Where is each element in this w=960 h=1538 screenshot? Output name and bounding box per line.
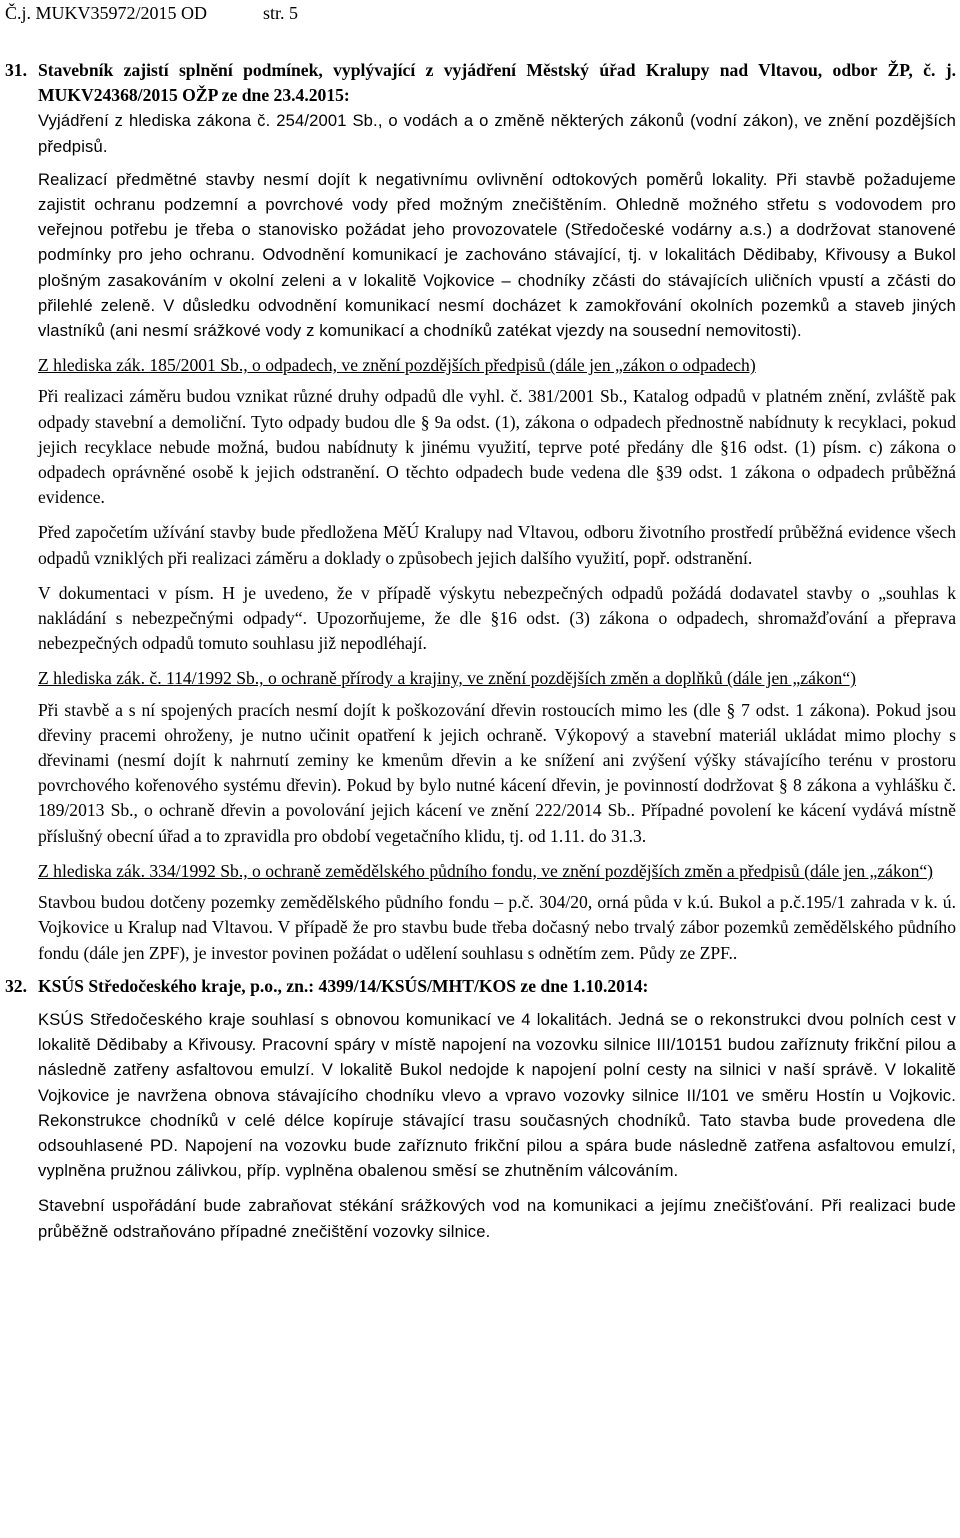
waste-act-text-1: Při realizaci záměru budou vznikat různé druhy odpadů dle vyhl. č. 381/2001 Sb., Katalog odpadů v platném znění, zvláště pak odpady stavební a demoliční. Tyto odpady budou dle § 9a odst. (1), zákona o odpadech přednostně nabídnuty k recyklaci, pokud jejich recyklace nebude možná, budou nabídnuty k jinému využití, teprve poté předány dle §16 odst. (1) písm. c) zákona o odpadech oprávněné osobě k jejich odstranění. O těchto odpadech bude vedena dle §39 odst. 1 zákona o odpadech průběžná evidence.: [38, 386, 956, 508]
soil-act-text: Stavbou budou dotčeny pozemky zemědělského půdního fondu – p.č. 304/20, orná půda v k.ú. Bukol a p.č.195/1 zahrada v k. ú. Vojkovice u Kralup nad Vltavou. V případě že pro stavbu bude třeba dočasný nebo trvalý zábor pozemků zemědělského půdního fondu (dále jen ZPF), je investor povinen požádat o udělení souhlasu s odnětím zem. Půdy ze ZPF..: [38, 892, 956, 963]
section-32-title: KSÚS Středočeského kraje, p.o., zn.: 4399/14/KSÚS/MHT/KOS ze dne 1.10.2014:: [38, 975, 649, 996]
nature-act-heading: Z hlediska zák. č. 114/1992 Sb., o ochraně přírody a krajiny, ve znění pozdějších změn a doplňků (dále jen „zákon“): [38, 668, 856, 689]
section-31-title: Stavebník zajistí splnění podmínek, vyplývající z vyjádření Městský úřad Kralupy nad Vltavou, odbor ŽP, č. j. MUKV24368/2015 OŽP ze dne 23.4.2015:: [38, 60, 956, 106]
soil-act-heading: Z hlediska zák. 334/1992 Sb., o ochraně zemědělského půdního fondu, ve znění pozdějších změn a předpisů (dále jen „zákon“): [38, 860, 934, 881]
section-31-number: 31.: [5, 60, 27, 80]
water-act-heading: Vyjádření z hlediska zákona č. 254/2001 Sb., o vodách a o změně některých zákonů (vodní zákon), ve znění pozdějších předpisů.: [38, 111, 956, 156]
waste-act-text-3: V dokumentaci v písm. H je uvedeno, že v případě výskytu nebezpečných odpadů požádá dodavatel stavby o „souhlas k nakládání s nebezpečnými odpady“. Upozorňujeme, že dle §16 odst. (3) zákona o odpadech, shromažďování a přeprava nebezpečných odpadů tomuto souhlasu již nepodléhají.: [38, 582, 956, 654]
ksus-text-2: Stavební uspořádání bude zabraňovat stékání srážkových vod na komunikaci a jejímu znečišťování. Při realizaci bude průběžně odstraňováno případné znečištění vozovky silnice.: [38, 1196, 956, 1241]
page-number: str. 5: [263, 3, 299, 23]
waste-act-text-2: Před započetím užívání stavby bude předložena MěÚ Kralupy nad Vltavou, odboru životního prostředí průběžná evidence všech odpadů vzniklých při realizaci záměru a doklady o způsobech jejich dalšího využití, popř. odstranění.: [38, 522, 956, 568]
page-content: [5, 58, 956, 1244]
ksus-text-1: KSÚS Středočeského kraje souhlasí s obnovou komunikací ve 4 lokalitách. Jedná se o rekonstrukci dvou polních cest v lokalitě Dědibaby a Křivousy. Pracovní spáry v místě napojení na vozovku silnice III/10151 budou zaříznuty frikční pilou a následně zatřeny asfaltovou emulzí. V lokalitě Bukol nedojde k napojení polní cesty na silnici v naší správě. V lokalitě Vojkovice je navržena obnova stávajícího chodníku vlevo a vpravo vozovky silnice II/101 ve směru Hostín u Vojkovic. Rekonstrukce chodníků v celé délce kopíruje stávající trasu současných chodníků. Tato stavba bude provedena dle odsouhlasené PD. Napojení na vozovku bude zaříznuto frikční pilou a spára bude následně zatřena asfaltovou emulzí, vyplněna pružnou zálivkou, příp. vyplněna obalenou směsí se zhutněním válcováním.: [38, 1009, 956, 1181]
water-act-text: Realizací předmětné stavby nesmí dojít k negativnímu ovlivnění odtokových poměrů lokality. Při stavbě požadujeme zajistit ochranu podzemní a povrchové vody před možným znečištěním. Ohledně možného střetu s vodovodem pro veřejnou potřebu je třeba o stanovisko požádat jeho provozovatele (Středočeské vodárny a.s.) a dodržovat stanovené podmínky pro jeho ochranu. Odvodnění komunikací je zachováno stávající, tj. v lokalitách Dědibaby, Křivousy a Bukol plošným zasakováním v okolní zeleni a v lokalitě Vojkovice – chodníky zčásti do stávajících uličních vpustí a zčásti do přilehlé zeleně. V důsledku odvodnění komunikací nesmí docházet k zamokřování okolních pozemků a staveb jiných vlastníků (ani nesmí srážkové vody z komunikací a chodníků zatékat vjezdy na sousední nemovitosti).: [38, 169, 956, 341]
reference-number: Č.j. MUKV35972/2015 OD: [5, 3, 208, 23]
page-header: [5, 2, 298, 24]
waste-act-heading: Z hlediska zák. 185/2001 Sb., o odpadech, ve znění pozdějších předpisů (dále jen „zákon o odpadech): [38, 355, 756, 376]
section-32-number: 32.: [5, 975, 27, 996]
section-32-heading: [5, 974, 956, 999]
nature-act-text: Při stavbě a s ní spojených pracích nesmí dojít k poškozování dřevin rostoucích mimo les (dle § 7 odst. 1 zákona). Pokud jsou dřeviny pracemi ohroženy, je nutno učinit opatření k jejich ochraně. Výkopový a stavební materiál ukládat mimo plochy s dřevinami (nesmí dojít k nahrnutí zeminy ke kmenům dřevin a ke snížení ani zvýšení výšky stávajícího terénu v prostoru povrchového kořenového systému dřevin). Pokud by bylo nutné kácení dřevin, je povinností dodržovat § 8 zákona a vyhlášku č. 189/2013 Sb., o ochraně dřevin a povolování jejich kácení ve znění 222/2014 Sb.. Případné povolení ke kácení vydává místně příslušný obecní úřad a to zpravidla pro období vegetačního klidu, tj. od 1.11. do 31.3.: [38, 699, 956, 846]
section-31-heading: [5, 58, 956, 108]
